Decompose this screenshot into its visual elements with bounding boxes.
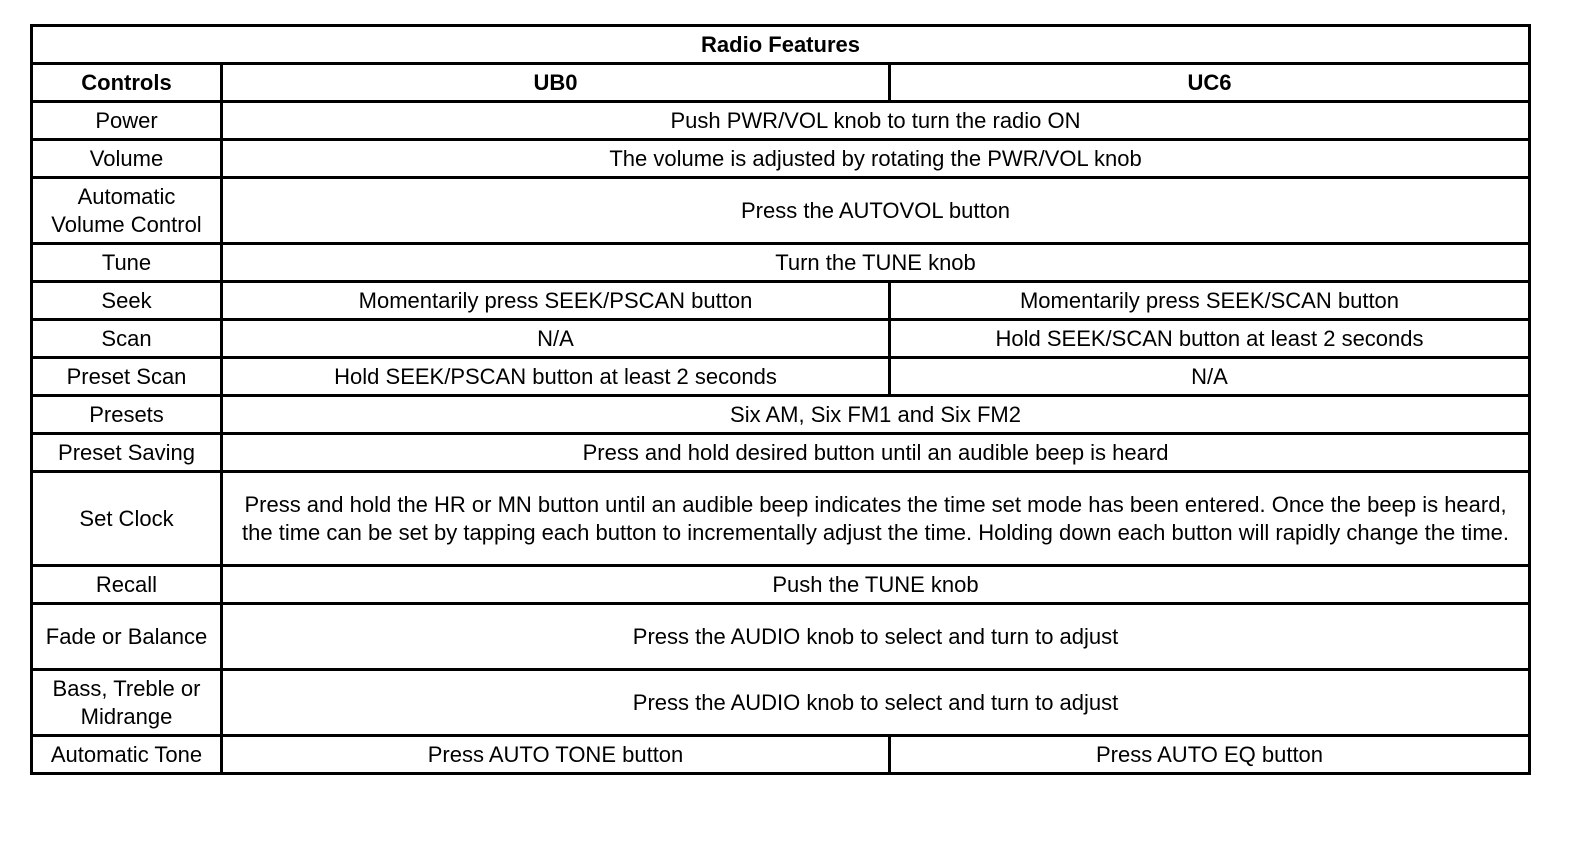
control-cell: Tune — [32, 244, 222, 282]
table-title: Radio Features — [32, 26, 1530, 64]
table-row — [32, 140, 1530, 178]
control-cell: Recall — [32, 566, 222, 604]
control-cell: Preset Saving — [32, 434, 222, 472]
ub0-cell: N/A — [222, 320, 890, 358]
header-uc6: UC6 — [890, 64, 1530, 102]
description-cell: Turn the TUNE knob — [222, 244, 1530, 282]
ub0-cell: Momentarily press SEEK/PSCAN button — [222, 282, 890, 320]
control-cell: Seek — [32, 282, 222, 320]
table-row — [32, 282, 1530, 320]
header-row — [32, 64, 1530, 102]
table-row — [32, 178, 1530, 244]
header-ub0: UB0 — [222, 64, 890, 102]
control-cell: Power — [32, 102, 222, 140]
control-cell: Automatic Tone — [32, 736, 222, 774]
table-row — [32, 566, 1530, 604]
control-cell: Fade or Balance — [32, 604, 222, 670]
description-cell: Press the AUTOVOL button — [222, 178, 1530, 244]
uc6-cell: N/A — [890, 358, 1530, 396]
radio-features-table — [30, 24, 1531, 775]
control-cell: Bass, Treble or Midrange — [32, 670, 222, 736]
header-controls: Controls — [32, 64, 222, 102]
table-row — [32, 320, 1530, 358]
description-cell: Press the AUDIO knob to select and turn to adjust — [222, 670, 1530, 736]
table-row — [32, 244, 1530, 282]
table-row — [32, 736, 1530, 774]
description-cell: The volume is adjusted by rotating the PWR/VOL knob — [222, 140, 1530, 178]
description-cell: Push the TUNE knob — [222, 566, 1530, 604]
table-row — [32, 396, 1530, 434]
table-row — [32, 102, 1530, 140]
title-row — [32, 26, 1530, 64]
table-row — [32, 358, 1530, 396]
ub0-cell: Hold SEEK/PSCAN button at least 2 seconds — [222, 358, 890, 396]
description-cell: Press and hold the HR or MN button until an audible beep indicates the time set mode has been entered. Once the beep is heard, the time can be set by tapping each button to incrementally adjust the time. Holding down each button will rapidly change the time. — [222, 472, 1530, 566]
control-cell: Scan — [32, 320, 222, 358]
description-cell: Six AM, Six FM1 and Six FM2 — [222, 396, 1530, 434]
description-cell: Push PWR/VOL knob to turn the radio ON — [222, 102, 1530, 140]
control-cell: Volume — [32, 140, 222, 178]
table-row — [32, 472, 1530, 566]
table-row — [32, 604, 1530, 670]
control-cell: Automatic Volume Control — [32, 178, 222, 244]
description-cell: Press the AUDIO knob to select and turn to adjust — [222, 604, 1530, 670]
control-cell: Presets — [32, 396, 222, 434]
table-row — [32, 434, 1530, 472]
description-cell: Press and hold desired button until an audible beep is heard — [222, 434, 1530, 472]
table-row — [32, 670, 1530, 736]
uc6-cell: Momentarily press SEEK/SCAN button — [890, 282, 1530, 320]
uc6-cell: Press AUTO EQ button — [890, 736, 1530, 774]
control-cell: Set Clock — [32, 472, 222, 566]
uc6-cell: Hold SEEK/SCAN button at least 2 seconds — [890, 320, 1530, 358]
ub0-cell: Press AUTO TONE button — [222, 736, 890, 774]
control-cell: Preset Scan — [32, 358, 222, 396]
